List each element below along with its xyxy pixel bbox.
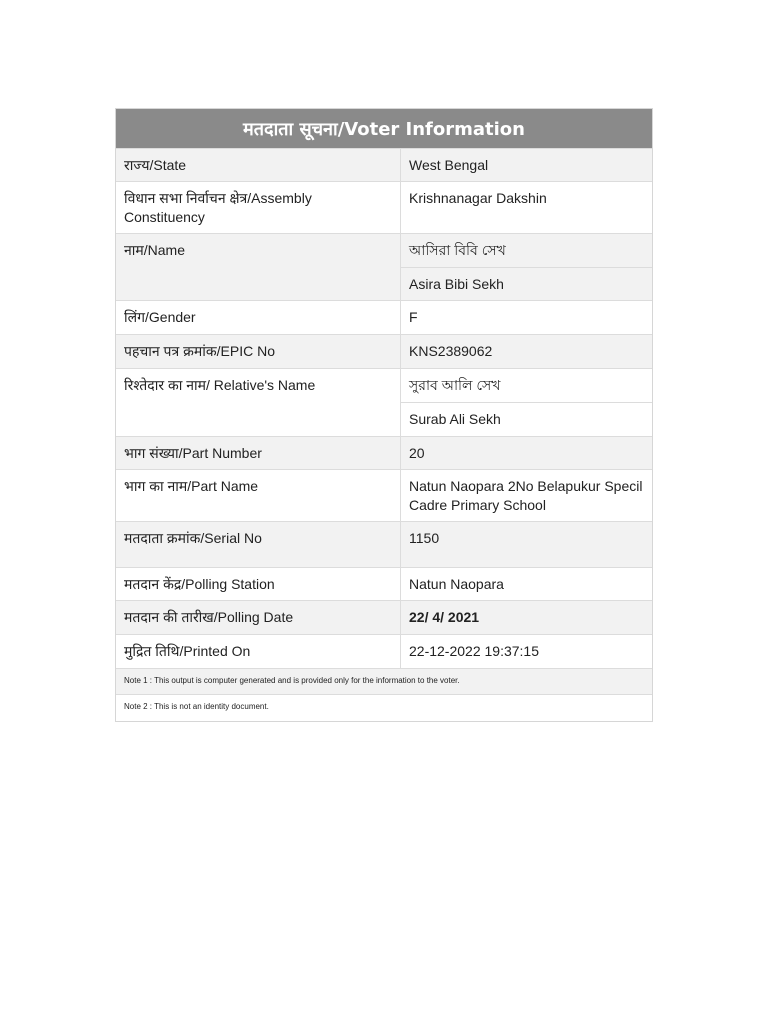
part-name-label: भाग का नाम/Part Name — [116, 470, 401, 522]
row-gender — [116, 301, 652, 335]
row-epic — [116, 335, 652, 369]
row-note-2 — [116, 695, 652, 721]
state-value: West Bengal — [401, 149, 653, 182]
voter-information-card — [115, 108, 653, 722]
serial-label: मतदाता क्रमांक/Serial No — [116, 522, 401, 568]
row-part-number — [116, 437, 652, 470]
card-title: मतदाता सूचना/Voter Information — [116, 109, 652, 148]
assembly-label: विधान सभा निर्वाचन क्षेत्र/Assembly Constituency — [116, 182, 401, 234]
assembly-value: Krishnanagar Dakshin — [401, 182, 653, 234]
epic-label: पहचान पत्र क्रमांक/EPIC No — [116, 335, 401, 369]
row-polling-date — [116, 601, 652, 635]
part-name-value: Natun Naopara 2No Belapukur Specil Cadre Primary School — [401, 470, 653, 522]
relative-label: रिश्तेदार का नाम/ Relative's Name — [116, 369, 401, 437]
printed-on-label: मुद्रित तिथि/Printed On — [116, 635, 401, 669]
polling-station-label: मतदान केंद्र/Polling Station — [116, 568, 401, 601]
row-assembly — [116, 182, 652, 234]
row-name — [116, 234, 652, 268]
row-part-name — [116, 470, 652, 522]
note-1: Note 1 : This output is computer generated and is provided only for the information to the voter. — [116, 669, 652, 695]
serial-value: 1150 — [401, 522, 653, 568]
name-label: नाम/Name — [116, 234, 401, 301]
polling-date-label: मतदान की तारीख/Polling Date — [116, 601, 401, 635]
relative-value-en: Surab Ali Sekh — [401, 403, 653, 437]
gender-value: F — [401, 301, 653, 335]
name-value-en: Asira Bibi Sekh — [401, 268, 653, 301]
row-polling-station — [116, 568, 652, 601]
voter-info-table — [116, 148, 652, 721]
row-printed-on — [116, 635, 652, 669]
part-number-value: 20 — [401, 437, 653, 470]
part-number-label: भाग संख्या/Part Number — [116, 437, 401, 470]
name-value-local: আসিরা বিবি সেখ — [401, 234, 653, 268]
state-label: राज्य/State — [116, 149, 401, 182]
relative-value-local: সুরাব আলি সেখ — [401, 369, 653, 403]
printed-on-value: 22-12-2022 19:37:15 — [401, 635, 653, 669]
row-relative — [116, 369, 652, 403]
row-state — [116, 149, 652, 182]
polling-station-value: Natun Naopara — [401, 568, 653, 601]
gender-label: लिंग/Gender — [116, 301, 401, 335]
row-serial — [116, 522, 652, 568]
epic-value: KNS2389062 — [401, 335, 653, 369]
note-2: Note 2 : This is not an identity document. — [116, 695, 652, 721]
polling-date-value: 22/ 4/ 2021 — [401, 601, 653, 635]
row-note-1 — [116, 669, 652, 695]
